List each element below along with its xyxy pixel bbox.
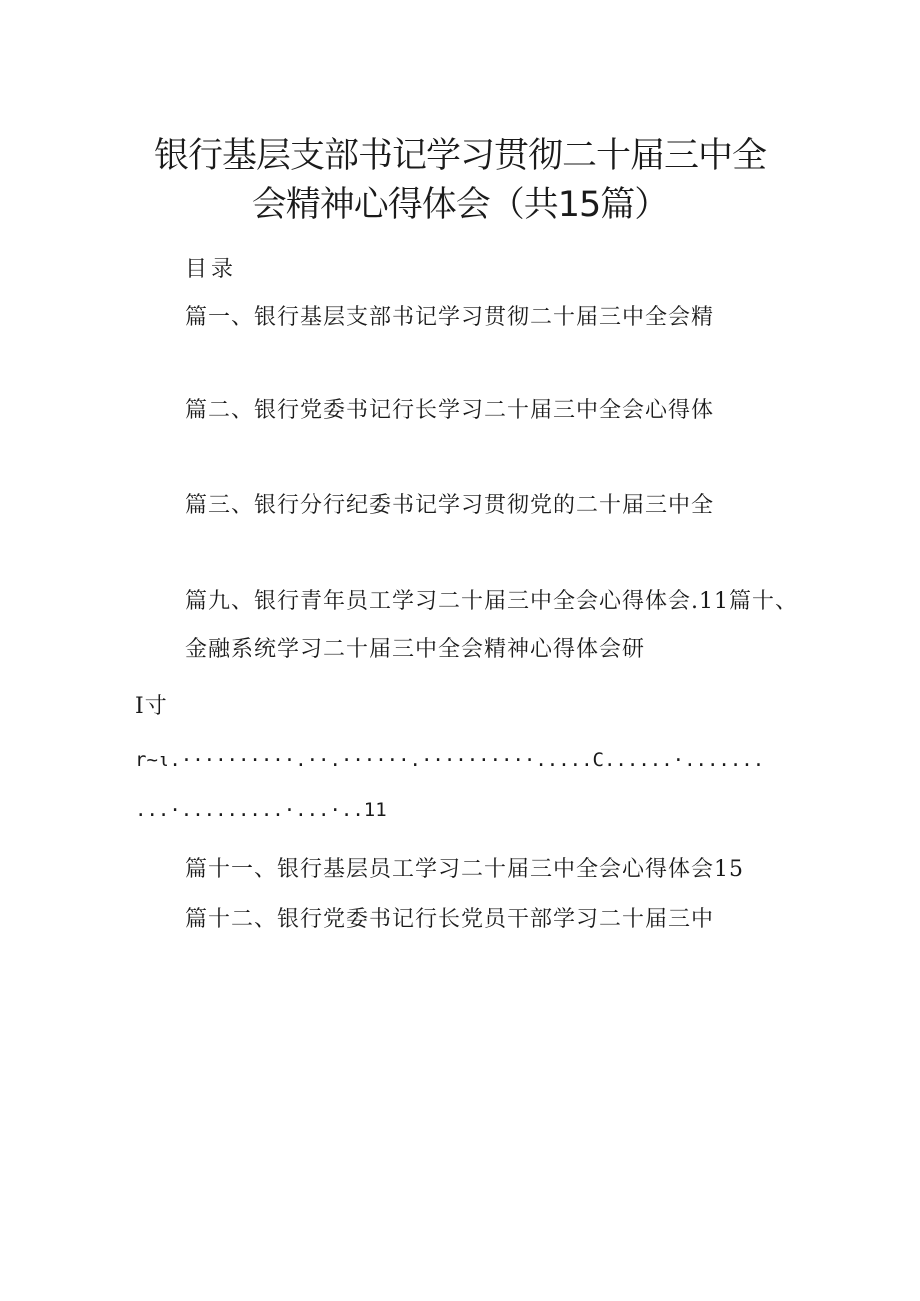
document-title	[0, 134, 920, 227]
toc-entry[interactable]: 篇三、银行分行纪委书记学习贯彻党的二十届三中全	[185, 493, 715, 518]
title-line-2: 会精神心得体会（共15篇）	[251, 185, 669, 225]
toc-entry[interactable]: 篇一、银行基层支部书记学习贯彻二十届三中全会精	[185, 305, 715, 330]
toc-leader-dots-page: ...·.........·...·..11	[135, 799, 387, 821]
toc-heading: 目录	[185, 257, 238, 282]
title-line-1: 银行基层支部书记学习贯彻二十届三中全	[153, 136, 766, 176]
toc-entry[interactable]: 篇九、银行青年员工学习二十届三中全会心得体会.11篇十、	[185, 589, 798, 614]
toc-entry[interactable]: 篇二、银行党委书记行长学习二十届三中全会心得体	[185, 398, 715, 423]
toc-entry[interactable]: 金融系统学习二十届三中全会精神心得体会研	[185, 637, 646, 662]
toc-entry[interactable]: 篇十一、银行基层员工学习二十届三中全会心得体会15	[185, 857, 744, 882]
toc-entry-fragment: I寸	[135, 694, 168, 719]
toc-entry[interactable]: 篇十二、银行党委书记行长党员干部学习二十届三中	[185, 907, 715, 932]
toc-leader-dots: r~ι.··········.··.······.··········.....C......·.......	[135, 749, 765, 771]
